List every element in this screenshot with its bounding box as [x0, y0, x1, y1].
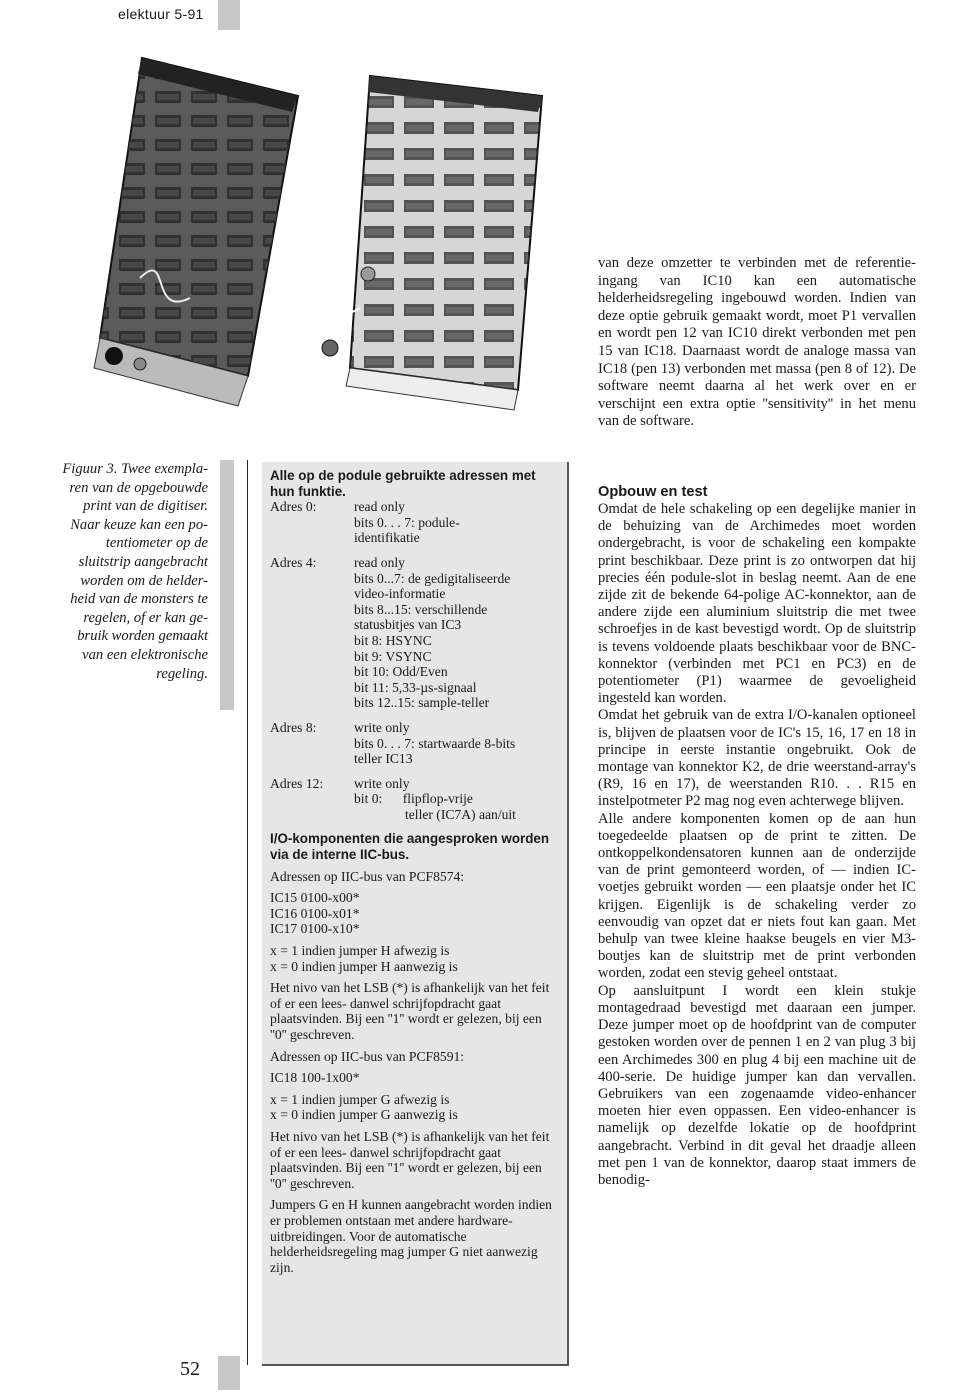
column-divider: [247, 460, 248, 1365]
address-line: bit 8: HSYNC: [354, 632, 432, 648]
caption-line: worden om de helder-: [80, 572, 208, 589]
address-line: bits 8...15: verschillende: [354, 601, 488, 617]
address-line: teller IC13: [354, 751, 413, 767]
figure-caption: [20, 460, 208, 683]
address-line: write only: [354, 775, 410, 791]
continuation-text: van deze omzetter te verbinden met de referentie-ingang van IC10 kan een automatische helderheidsregeling ingebouwd worden. Indien van deze optie gebruik gemaakt wordt, moet P1 vervallen en wordt pen 12 van IC10 direkt verbonden met pen 15 van IC18. Daarnaast wordt de analoge massa van IC18 (pen 13) verbonden met massa (pen 8 of 12). De software neemt daarna al het werk over en er verschijnt een extra optie ''sensitivity'' in het menu van de software.: [598, 255, 916, 430]
header-gray-tab: [218, 0, 240, 30]
address-label: Adres 12:: [270, 775, 324, 791]
pcf8574-item: IC17 0100-x10*: [270, 921, 360, 937]
address-line: read only: [354, 499, 405, 515]
continuation-paragraph: [598, 255, 916, 431]
pcf8591-heading: Adressen op IIC-bus van PCF8591:: [270, 1048, 465, 1064]
jumper-line: x = 1 indien jumper G afwezig is: [270, 1091, 450, 1107]
caption-line: tentiometer op de: [105, 535, 208, 552]
caption-line: Figuur 3. Twee exempla-: [62, 461, 208, 477]
address-line: teller (IC7A) aan/uit: [354, 806, 516, 822]
article-body: [598, 501, 916, 1189]
article-paragraph: Op aansluitpunt I wordt een klein stukje montagedraad bevestigd met daaraan een jumper. Deze jumper moet op de hoofdprint van de computer gestoken worden over de pennen 1 en 2 van plug 3 bij een Archimedes 300 en plug 4 bij een machine uit de 400-serie. De huidige jumper kan dan vervallen. Gebruikers van een zogenaamde video-enhancer moeten hier even oppassen. Een video-enhancer is namelijk op dezelfde lokatie op de hoofdprint aangebracht. Verbind in dit geval het draadje alleen met pen 1 van de konnektor, daarop staat immers de benodig-: [598, 982, 916, 1188]
running-header: elektuur 5-91: [118, 6, 204, 22]
caption-line: sluitstrip aangebracht: [78, 553, 208, 570]
jumper-line: x = 1 indien jumper H afwezig is: [270, 943, 450, 959]
footer-gray-tab: [218, 1356, 240, 1390]
address-row: [270, 555, 560, 711]
lsb-note: Het nivo van het LSB (*) is afhankelijk van het feit of er een lees- danwel schrijfopdracht gaat plaatsvinden. Bij een ''1'' wordt er gelezen, bij een ''0'' geschreven.: [270, 980, 550, 1042]
page-number: 52: [180, 1358, 200, 1380]
caption-line: van een elektronische: [82, 646, 208, 663]
side-gray-bar: [220, 460, 234, 710]
caption-line: bruik worden gemaakt: [77, 628, 208, 645]
address-line: bits 0...7: de gedigitaliseerde: [354, 570, 511, 586]
pcf8574-heading: Adressen op IIC-bus van PCF8574:: [270, 868, 465, 884]
caption-line: heid van de monsters te: [70, 591, 208, 608]
left-board: [94, 58, 298, 406]
address-line: statusbitjes van IC3: [354, 617, 462, 633]
right-board: [320, 76, 542, 410]
article-paragraph: Omdat het gebruik van de extra I/O-kanalen optioneel is, blijven de plaatsen voor de IC's 15, 16, 17 en 18 in principe in eerste instantie ongebruikt. Ook de montage van konnektor K2, de drie weerstand-array's (R9, 16 en 17), de weerstanden R10. . . R15 en instelpotmeter P2 mag nog even achterwege blijven.: [598, 707, 916, 810]
caption-line: regelen, of er kan ge-: [83, 609, 208, 626]
article-paragraph: Alle andere komponenten komen op de aan hun toegedeelde plaatsen op de print te zitten. De ontkoppelkondensatoren kunnen aan de onderzijde van de print gemonteerd worden, of — indien IC-voetjes gebruikt worden — een plaatsje onder het IC krijgen. Eigenlijk is de schakeling verder zo eenvoudig van opzet dat er niets fout kan gaan. Met behulp van twee kleine haakse beugels en vier M3-boutjes kan de sluitstrip met de print verbonden worden, zodat een stevig geheel ontstaat.: [598, 810, 916, 982]
address-table-box: [262, 462, 569, 1366]
address-line: bit 9: VSYNC: [354, 648, 432, 664]
jumper-line: x = 0 indien jumper H aanwezig is: [270, 958, 458, 974]
address-label: Adres 0:: [270, 499, 317, 515]
jumpers-note: Jumpers G en H kunnen aangebracht worden indien er problemen ontstaan met andere hardware-uitbreidingen. Voor de automatische helderheidsregeling mag jumper G niet aanwezig zijn.: [270, 1197, 552, 1275]
address-row: [270, 776, 560, 823]
address-line: bit 11: 5,33-µs-signaal: [354, 679, 477, 695]
address-line: read only: [354, 554, 405, 570]
caption-line: print van de digitiser.: [83, 498, 208, 515]
box-title: Alle op de podule gebruikte adressen met hun funktie.: [270, 468, 536, 499]
address-line: write only: [354, 719, 410, 735]
pcf8574-item: IC16 0100-x01*: [270, 905, 360, 921]
address-line: bit 10: Odd/Even: [354, 664, 448, 680]
address-line: bits 12..15: sample-teller: [354, 695, 490, 711]
photo-illustration: [80, 38, 580, 446]
caption-line: regeling.: [156, 665, 208, 682]
address-line: identifikatie: [354, 530, 420, 546]
lsb-note: Het nivo van het LSB (*) is afhankelijk van het feit of er een lees- danwel schrijfopdracht gaat plaatsvinden. Bij een ''1'' wordt er gelezen, bij een ''0'' geschreven.: [270, 1128, 550, 1191]
address-line: video-informatie: [354, 586, 446, 602]
address-line: bits 0. . . 7: startwaarde 8-bits: [354, 735, 516, 751]
pcf8574-item: IC15 0100-x00*: [270, 890, 360, 906]
address-label: Adres 4:: [270, 554, 317, 570]
address-line: bits 0. . . 7: podule-: [354, 514, 460, 530]
address-row: [270, 720, 560, 767]
circuit-board-photo: [80, 38, 580, 446]
section-heading: Opbouw en test: [598, 484, 708, 500]
address-row: [270, 499, 560, 546]
io-title: I/O-komponenten die aangesproken worden via de interne IIC-bus.: [270, 831, 550, 863]
article-paragraph: Omdat de hele schakeling op een degelijke manier in de behuizing van de Archimedes moet worden ondergebracht, is voor de schakeling een kompakte print beschikbaar. Deze print is zo ontworpen dat hij precies één podule-slot in beslag neemt. Aan de ene zijde zit de bekende 64-polige AC-konnektor, aan de andere zijde een aluminium sluitstrip die met twee schroefjes in de kast bevestigd wordt. Op de sluitstrip is tevens voldoende plaats beschikbaar voor de BNC-konnektor (verbinden met PC1 en PC3) en de potentiometer (P1) waarmee de gevoeligheid ingesteld kan worden.: [598, 501, 916, 707]
jumper-line: x = 0 indien jumper G aanwezig is: [270, 1107, 458, 1123]
caption-line: Naar keuze kan een po-: [70, 516, 208, 533]
caption-line: ren van de opgebouwde: [69, 479, 208, 496]
address-line: bit 0: flipflop-vrije: [354, 791, 473, 807]
address-label: Adres 8:: [270, 719, 317, 735]
pcf8591-item: IC18 100-1x00*: [270, 1070, 360, 1086]
